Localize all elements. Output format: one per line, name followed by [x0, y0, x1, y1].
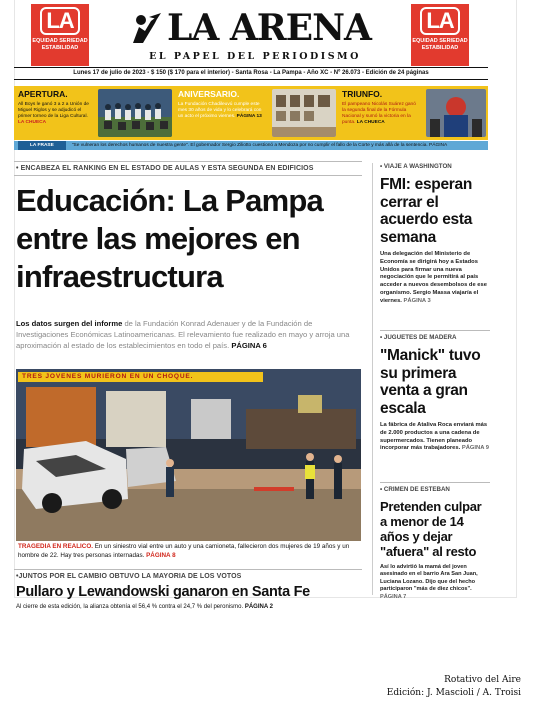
strip-box-aniversario: [174, 86, 270, 140]
sec2-text: Al cierre de esta edición, la alianza obtenía el 56,4 % contra el 24,7 % del peronismo. PÁGINA 2: [16, 604, 273, 610]
main-headline: Educación: La Pampa entre las mejores en infraestructura: [16, 183, 323, 294]
quote-bar: [14, 141, 488, 150]
story-crimen: [380, 482, 490, 601]
divider: [14, 569, 362, 570]
badge-tagline: EQUIDAD SERIEDAD ESTABILIDAD: [412, 38, 468, 51]
football-team-photo: [98, 89, 172, 137]
strip-box-title: TRIUNFO.: [342, 89, 383, 99]
story-body: Así lo advirtió la mamá del joven asesinado en el barrio Ara San Juan, Luciana Lozano. Dijo que del hecho participaron "más de diez chicos". PÁGINA 7: [380, 564, 478, 600]
story-headline: Pretenden culpar a menor de 14 años y dejar "afuera" al resto: [380, 499, 482, 559]
story-manick: [380, 330, 490, 453]
strip-box-apertura: [14, 86, 96, 140]
story-kicker: • VIAJE A WASHINGTON: [380, 163, 452, 170]
credits: [387, 674, 521, 700]
pen-figure-icon: [129, 11, 163, 45]
newspaper-tagline: EL PAPEL DEL PERIODISMO: [149, 51, 361, 62]
story-body: Una delegación del Ministerio de Economía se dirigirá hoy a Estados Unidos para firmar una nueva negociación que le permitirá al país acceder a nuevos desembolsos de ese organismo. Sergio Massa viajaría el viernes. PÁGINA 3: [380, 251, 487, 304]
strip-box-text: All Boys le ganó 3 a 2 a Unión de Miguel Riglos y se adjudicó el primer torneo de la Liga Cultural. LA CHUECA: [18, 102, 89, 125]
strip-box-text: El pampeano Nicolás Suárez ganó la segunda final de la Fórmula Nacional y sumó la victoria en la punta. LA CHUECA: [342, 102, 416, 125]
crash-photo: [16, 369, 361, 541]
story-body: La fábrica de Ataliva Roca enviará más de 2.000 productos a una cadena de supermercados. Tienen planeado incorporar más trabajadores. PÁGINA 9: [380, 422, 490, 452]
racing-driver-photo: [426, 89, 486, 137]
divider: [14, 175, 362, 176]
quote-text: "Se vulneran los derechos humanos de nuestra gente". El gobernador Sergio Ziliotto cuestionó a Mendoza por no cumplir el fallo de la Corte y más allá de la sentencia. PÁGINA: [71, 143, 448, 148]
credits-line: Edición: J. Mascioli / A. Troisi: [386, 688, 521, 698]
edition-line: Lunes 17 de julio de 2023 - $ 150 ($ 170 para el interior) - Santa Rosa - La Pampa - Año XC - Nº 26.073 - Edición de 24 páginas: [14, 67, 488, 80]
story-headline: FMI: esperan cerrar el acuerdo esta semana: [380, 176, 473, 246]
sec2-headline: Pullaro y Lewandowski ganaron en Santa Fe: [16, 584, 310, 600]
strip-box-title: APERTURA.: [18, 89, 68, 99]
story-fmi: [380, 163, 490, 306]
badge-logo: LA: [40, 7, 79, 35]
strip-box-title: ANIVERSARIO.: [178, 89, 240, 99]
newspaper-title: LA ARENA: [167, 7, 371, 49]
photo-caption: TRAGEDIA EN REALICO. En un siniestro vial entre un auto y una camioneta, fallecieron dos mujeres de 19 años y un hombre de 22. Hay tres personas internadas. PÁGINA 8: [18, 543, 350, 559]
sec2-kicker: •JUNTOS POR EL CAMBIO OBTUVO LA MAYORIA DE LOS VOTOS: [16, 573, 242, 580]
quote-label: LA FRASE: [18, 141, 66, 150]
story-headline: "Manick" tuvo su primera venta a gran escala: [380, 347, 481, 417]
story-kicker: • JUGUETES DE MADERA: [380, 334, 457, 341]
strip-box-triunfo: [338, 86, 424, 140]
photo-banner: TRES JOVENES MURIERON EN UN CHOQUE.: [18, 372, 263, 382]
badge-right: [411, 4, 469, 66]
story-kicker: • CRIMEN DE ESTEBAN: [380, 486, 450, 493]
top-strip: [14, 86, 488, 140]
column-divider: [372, 163, 373, 595]
credits-line: Rotativo del Aire: [444, 675, 521, 685]
badge-tagline: EQUIDAD SERIEDAD ESTABILIDAD: [32, 38, 88, 51]
museum-room-photo: [272, 89, 336, 137]
badge-logo: LA: [420, 7, 459, 35]
main-kicker: • ENCABEZA EL RANKING EN EL ESTADO DE AULAS Y ESTA SEGUNDA EN EDIFICIOS: [16, 165, 314, 172]
masthead-logo: [90, 4, 410, 52]
main-lead: Los datos surgen del informe de la Fundación Konrad Adenauer y de la Fundación de Investigaciones Económicas Latinoamericanas. El relevamiento fue realizado en mayo y arroja una aproximación al estado de los establecimientos en todo el país. PÁGINA 6: [16, 319, 350, 350]
divider: [14, 161, 362, 162]
badge-left: [31, 4, 89, 66]
strip-box-text: La Fundación Chadileuvú cumple este mes 30 años de vida y lo celebrará con un acto el próximo viernes. PÁGINA 13: [178, 102, 262, 119]
